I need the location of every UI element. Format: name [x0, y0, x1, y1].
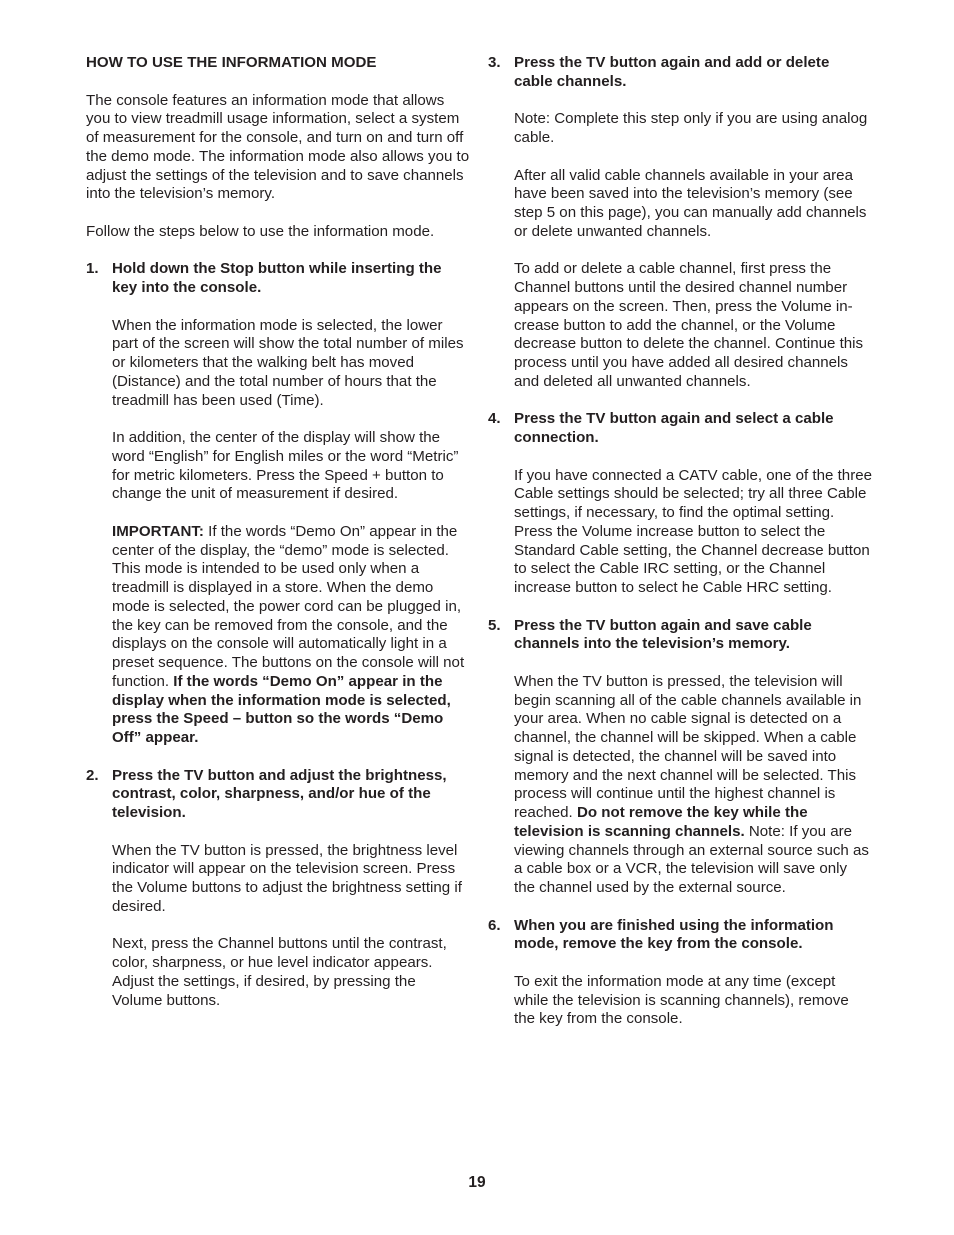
step-2-title-text: Press the TV button and adjust the brightness, contrast, color, sharpness, and/or hue of the television.	[112, 766, 447, 821]
intro-paragraph: The console features an information mode that allows you to view treadmill usage information, select a system of measurement for the console, and turn on and turn off the demo mode. The information mode also allows you to adjust the settings of the television and to save channels into the television’s memory.	[86, 91, 470, 203]
step-2-paragraph-1: When the TV button is pressed, the brightness level indicator will appear on the television screen. Press the Volume buttons to adjust the brightness setting if desired.	[112, 841, 462, 915]
step-5-paragraph-1	[488, 673, 872, 898]
step-5-title	[488, 617, 872, 655]
section-heading: HOW TO USE THE INFORMATION MODE	[86, 54, 377, 71]
page-number: 19	[468, 1174, 486, 1191]
left-column	[86, 54, 470, 1029]
important-text: If the words “Demo On” appear in the center of the display, the “demo” mode is selected. This mode is intended to be used only when a treadmill is displayed in a store. When the demo mode is selected, the power cord can be plugged in, the key can be removed from the console, and the displays on the console will automatically light in a preset sequence. The buttons on the console will not function.	[112, 522, 465, 690]
step-2-title	[86, 767, 470, 823]
step-6-title-text: When you are finished using the information mode, remove the key from the console.	[514, 916, 834, 953]
right-column	[488, 54, 872, 1048]
step-4-number: 4.	[488, 410, 501, 428]
step-6-number: 6.	[488, 916, 501, 934]
important-label: IMPORTANT:	[112, 522, 204, 540]
step-1-number: 1.	[86, 260, 99, 278]
step-1-title-text: Hold down the Stop button while inserting the key into the console.	[112, 260, 442, 296]
step-3-title-text: Press the TV button again and add or delete cable channels.	[514, 54, 830, 90]
step-2-number: 2.	[86, 766, 99, 784]
step-4-title-text: Press the TV button again and select a cable connection.	[514, 410, 834, 446]
step-4-title	[488, 410, 872, 448]
step-5-title-text: Press the TV button again and save cable channels into the television’s memory.	[514, 616, 812, 653]
step-1-important-note	[86, 523, 470, 748]
step-4-paragraph-1: If you have connected a CATV cable, one of the three Cable settings should be selected; try all three Cable settings, if necessary, to find the optimal setting. Press the Volume increase button to select the Standard Cable setting, the Channel decrease button to select the Cable IRC setting, or the Channel increase button to select he Cable HRC setting.	[514, 466, 873, 596]
step-3-paragraph-3: To add or delete a cable channel, first press the Channel buttons until the desired channel number appears on the screen. Then, press the Volume increase button to add the channel, or the Volume decrease button to delete the channel. Continue this process until you have added all desired channels and deleted all unwanted channels.	[514, 260, 864, 390]
step-6-title	[488, 917, 872, 955]
step-3-paragraph-2: After all valid cable channels available in your area have been saved into the television’s memory (see step 5 on this page), you can manually add channels or delete unwanted channels.	[514, 166, 867, 240]
step-2-paragraph-2: Next, press the Channel buttons until the contrast, color, sharpness, or hue level indicator appears. Adjust the settings, if desired, by pressing the Volume buttons.	[112, 935, 447, 1009]
step-5-number: 5.	[488, 616, 501, 634]
step-1-title	[86, 260, 470, 298]
step-3-number: 3.	[488, 54, 501, 71]
step-5-text-end: Note: If you are viewing channels through an external source such as a cable box or a VCR, the television will save only the channel used by the external source.	[514, 822, 869, 896]
step-6-paragraph-1: To exit the information mode at any time (except while the television is scanning channels), remove the key from the console.	[514, 972, 849, 1028]
step-3-paragraph-1: Note: Complete this step only if you are using analog cable.	[514, 110, 868, 146]
step-1-paragraph-2: In addition, the center of the display will show the word “English” for English miles or the word “Metric” for metric kilometers. Press the Speed + button to change the unit of measurement if desired.	[112, 429, 459, 503]
important-bold-text: If the words “Demo On” appear in the display when the information mode is selected, press the Speed – button so the words “Demo Off” appear.	[112, 672, 451, 746]
step-1-paragraph-1: When the information mode is selected, the lower part of the screen will show the total number of miles or kilometers that the walking belt has moved (Distance) and the total number of hours that the treadmill has been used (Time).	[112, 316, 464, 409]
step-3-title	[488, 54, 872, 92]
step-5-warning: Do not remove the key while the television is scanning channels.	[514, 804, 808, 840]
step-5-text-start: When the TV button is pressed, the television will begin scanning all of the cable channels available in your area. When no cable signal is detected on a channel, the channel will be skipped. When a cable signal is detected, the channel will be saved into memory and the next channel will be selected. This process will continue until the highest channel is reached.	[514, 672, 862, 821]
follow-steps-paragraph: Follow the steps below to use the information mode.	[86, 222, 435, 240]
